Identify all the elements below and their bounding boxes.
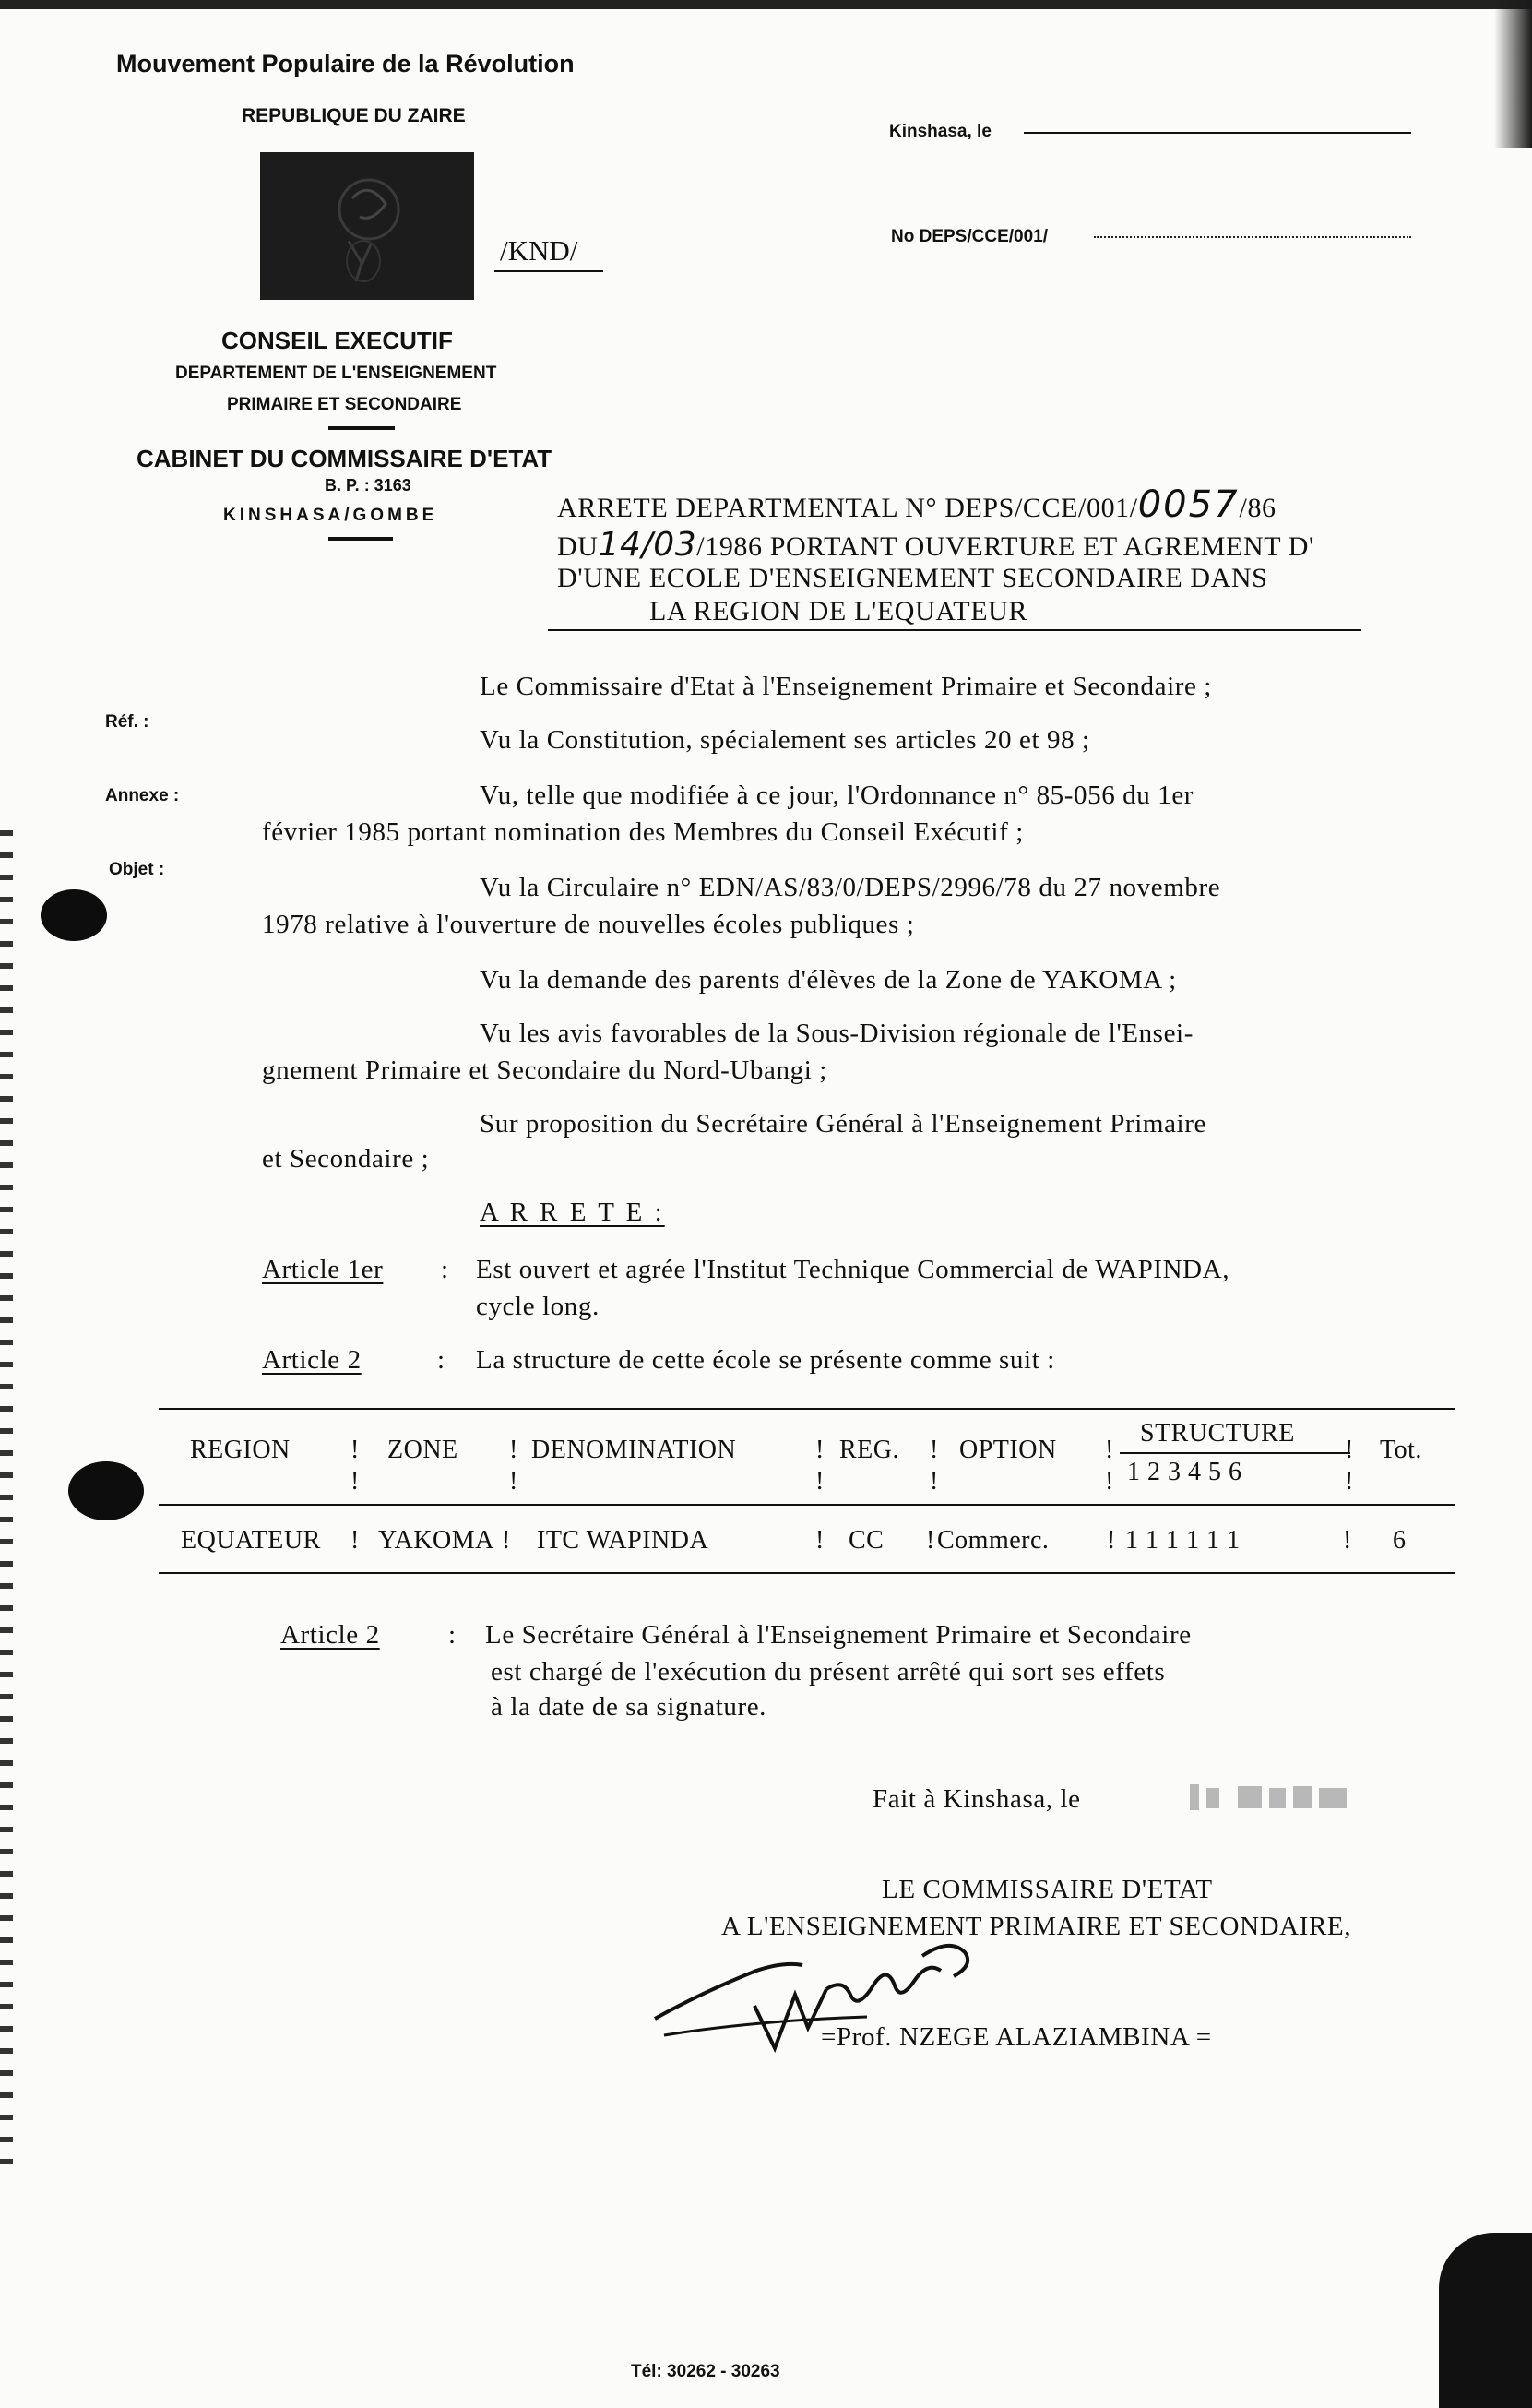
article-3-label: Article 2 <box>280 1620 380 1650</box>
cabinet-name: CABINET DU COMMISSAIRE D'ETAT <box>137 445 552 472</box>
number-fill-line <box>1094 236 1411 238</box>
col-sep: ! <box>350 1436 360 1464</box>
punch-hole-mark <box>68 1461 144 1520</box>
signatory-title-line2: A L'ENSEIGNEMENT PRIMAIRE ET SECONDAIRE, <box>721 1912 1352 1941</box>
article-3-text-line3: à la date de sa signature. <box>491 1692 767 1722</box>
col-header-option: OPTION <box>959 1436 1057 1464</box>
cell-structure: 1 1 1 1 1 1 <box>1125 1526 1241 1555</box>
col-sep: ! <box>509 1467 518 1496</box>
scan-edge-top <box>0 0 1532 9</box>
col-sep: ! <box>815 1526 825 1555</box>
arrete-heading: A R R E T E : <box>480 1198 665 1227</box>
title-line-1 <box>557 483 1277 526</box>
col-sep: ! <box>926 1526 935 1555</box>
article-3-text-line2: est chargé de l'exécution du présent arrêté qui sort ses effets <box>491 1657 1166 1687</box>
place-date: Fait à Kinshasa, le <box>873 1784 1081 1814</box>
cell-reg: CC <box>849 1526 885 1555</box>
cell-zone: YAKOMA <box>378 1526 494 1555</box>
preamble-circular-line1: Vu la Circulaire n° EDN/AS/83/0/DEPS/2996/78 du 27 novembre <box>480 873 1221 902</box>
title-underline <box>548 629 1361 631</box>
col-sep: ! <box>502 1526 511 1555</box>
col-sep: ! <box>930 1467 939 1496</box>
department-line1: DEPARTEMENT DE L'ENSEIGNEMENT <box>175 364 497 383</box>
party-name: Mouvement Populaire de la Révolution <box>116 50 575 77</box>
title-line1-suffix: /86 <box>1239 493 1277 523</box>
republic-name: REPUBLIQUE DU ZAIRE <box>242 105 466 126</box>
office-code-underline <box>494 270 603 272</box>
office-code: /KND/ <box>500 234 578 267</box>
preamble-commissioner: Le Commissaire d'Etat à l'Enseignement Primaire et Secondaire ; <box>480 672 1212 701</box>
date-fill-line <box>1024 132 1411 134</box>
cell-denomination: ITC WAPINDA <box>537 1526 709 1555</box>
col-sep: ! <box>1107 1526 1116 1555</box>
preamble-parents-request: Vu la demande des parents d'élèves de la Zone de YAKOMA ; <box>480 965 1177 995</box>
postal-box: B. P. : 3163 <box>325 476 411 495</box>
article-2-text: La structure de cette école se présente comme suit : <box>476 1345 1055 1375</box>
preamble-favourable-opinion-line2: gnement Primaire et Secondaire du Nord-Ubangi ; <box>262 1055 827 1085</box>
title-line2-suffix: /1986 PORTANT OUVERTURE ET AGREMENT D' <box>696 531 1314 562</box>
title-line2-prefix: DU <box>557 531 599 562</box>
scan-edge-right <box>1494 0 1532 148</box>
table-top-rule <box>159 1408 1455 1410</box>
article-2-label: Article 2 <box>262 1345 362 1375</box>
department-line2: PRIMAIRE ET SECONDAIRE <box>227 395 462 414</box>
preamble-ordinance-line1: Vu, telle que modifiée à ce jour, l'Ordonnance n° 85-056 du 1er <box>480 781 1194 810</box>
cell-option: Commerc. <box>937 1526 1050 1555</box>
decree-number-handwritten: 0057 <box>1137 483 1240 526</box>
preamble-ordinance-line2: février 1985 portant nomination des Membres du Conseil Exécutif ; <box>262 817 1024 847</box>
article-1-label: Article 1er <box>262 1255 384 1284</box>
punch-hole-mark <box>41 889 107 941</box>
scan-edge-left <box>0 830 13 2177</box>
col-sep: ! <box>350 1467 360 1496</box>
scan-corner-shadow <box>1439 2233 1532 2408</box>
emblem-seal <box>260 152 474 300</box>
col-sep: ! <box>350 1526 360 1555</box>
decree-date-handwritten: 14/03 <box>598 526 697 564</box>
article-1-colon: : <box>441 1255 449 1284</box>
place-label: Kinshasa, le <box>889 122 992 141</box>
telephone-footer: Tél: 30262 - 30263 <box>631 2362 780 2381</box>
council-name: CONSEIL EXECUTIF <box>221 327 453 354</box>
table-header-rule <box>159 1504 1455 1506</box>
col-header-structure-years: 1 2 3 4 5 6 <box>1127 1458 1242 1486</box>
cell-region: EQUATEUR <box>181 1526 321 1555</box>
number-label: No DEPS/CCE/001/ <box>891 227 1048 246</box>
col-sep: ! <box>1105 1467 1114 1496</box>
date-stamp <box>1184 1781 1387 1814</box>
table-bottom-rule <box>159 1572 1455 1574</box>
title-line-4: LA REGION DE L'EQUATEUR <box>649 596 1027 626</box>
article-1-text-line2: cycle long. <box>476 1292 600 1321</box>
signatory-title-line1: LE COMMISSAIRE D'ETAT <box>882 1875 1213 1904</box>
col-sep: ! <box>815 1467 825 1496</box>
article-1-text-line1: Est ouvert et agrée l'Institut Technique Commercial de WAPINDA, <box>476 1255 1230 1284</box>
title-line1-prefix: ARRETE DEPARTMENTAL N° DEPS/CCE/001/ <box>557 493 1138 523</box>
col-sep: ! <box>1343 1526 1352 1555</box>
preamble-proposal-line2: et Secondaire ; <box>262 1144 430 1174</box>
preamble-proposal-line1: Sur proposition du Secrétaire Général à l'Enseignement Primaire <box>480 1109 1206 1138</box>
col-sep: ! <box>1105 1436 1114 1464</box>
preamble-constitution: Vu la Constitution, spécialement ses articles 20 et 98 ; <box>480 725 1090 755</box>
annexe-label: Annexe : <box>105 786 180 805</box>
article-2-colon: : <box>437 1345 445 1375</box>
cell-total: 6 <box>1393 1526 1407 1555</box>
col-header-reg: REG. <box>839 1436 899 1464</box>
preamble-circular-line2: 1978 relative à l'ouverture de nouvelles écoles publiques ; <box>262 910 915 939</box>
col-header-structure: STRUCTURE <box>1140 1419 1295 1448</box>
title-line-3: D'UNE ECOLE D'ENSEIGNEMENT SECONDAIRE DANS <box>557 563 1268 593</box>
col-sep: ! <box>930 1436 939 1464</box>
col-sep: ! <box>1345 1436 1354 1464</box>
structure-header-rule <box>1120 1452 1350 1454</box>
city-name: KINSHASA/GOMBE <box>223 506 438 525</box>
header-divider-1 <box>328 426 395 430</box>
col-header-total: Tot. <box>1380 1436 1422 1464</box>
header-divider-2 <box>328 537 393 541</box>
preamble-favourable-opinion-line1: Vu les avis favorables de la Sous-Division régionale de l'Ensei- <box>480 1019 1194 1048</box>
col-sep: ! <box>815 1436 825 1464</box>
objet-label: Objet : <box>109 860 165 879</box>
article-3-text-line1: Le Secrétaire Général à l'Enseignement Primaire et Secondaire <box>485 1620 1192 1650</box>
signatory-name: =Prof. NZEGE ALAZIAMBINA = <box>821 2022 1212 2052</box>
title-line-2 <box>557 526 1314 564</box>
col-header-region: REGION <box>190 1436 291 1464</box>
article-3-colon: : <box>448 1620 457 1650</box>
col-header-denomination: DENOMINATION <box>531 1436 737 1464</box>
col-sep: ! <box>509 1436 518 1464</box>
col-header-zone: ZONE <box>387 1436 458 1464</box>
col-sep: ! <box>1345 1467 1354 1496</box>
ref-label: Réf. : <box>105 712 149 732</box>
